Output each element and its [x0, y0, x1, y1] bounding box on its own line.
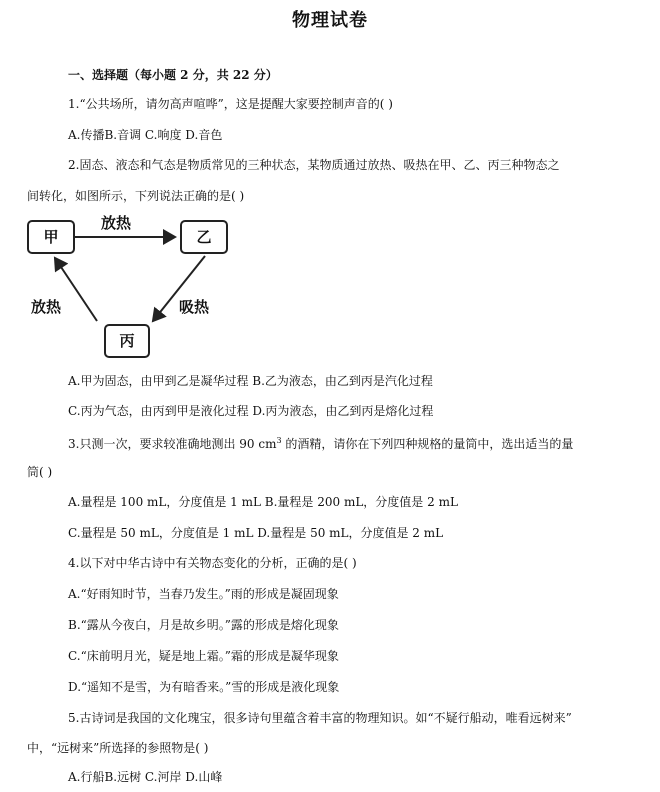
- q4-option-a: A.“好雨知时节，当春乃发生。”雨的形成是凝固现象: [68, 587, 339, 601]
- q3-options-line2: C.量程是 50 mL，分度值是 1 mL D.量程是 50 mL，分度值是 2 mL: [68, 526, 444, 540]
- q3-stem-line2: 筒( ): [27, 465, 53, 479]
- q4-stem: 4.以下对中华古诗中有关物态变化的分析，正确的是( ): [68, 556, 357, 570]
- q3-stem-line1: [68, 434, 573, 451]
- q2-stem-line2: 间转化，如图所示，下列说法正确的是( ): [27, 189, 245, 203]
- q4-option-c: C.“床前明月光，疑是地上霜。”霜的形成是凝华现象: [68, 649, 339, 663]
- label-release-heat-left: 放热: [31, 298, 62, 316]
- q5-stem-line1: 5.古诗词是我国的文化瑰宝，很多诗句里蕴含着丰富的物理知识。如“不疑行船动，唯看远树来”: [68, 711, 572, 725]
- q4-option-b: B.“露从今夜白，月是故乡明。”露的形成是熔化现象: [68, 618, 339, 632]
- q3-stem-superscript: 3: [276, 436, 282, 445]
- state-box-bing: 丙: [104, 324, 150, 358]
- state-box-jia: 甲: [27, 220, 75, 254]
- q1-options: A.传播B.音调 C.响度 D.音色: [68, 128, 223, 142]
- state-change-diagram: [25, 208, 235, 363]
- state-box-yi: 乙: [180, 220, 228, 254]
- q2-options-line2: C.丙为气态，由丙到甲是液化过程 D.丙为液态，由乙到丙是熔化过程: [68, 404, 434, 418]
- q5-stem-line2: 中，“远树来”所选择的参照物是( ): [27, 741, 209, 755]
- arrow-bing-to-jia: [55, 258, 97, 321]
- q3-stem-part2: 的酒精，请你在下列四种规格的量筒中，选出适当的量: [281, 437, 574, 451]
- section-heading: 一、选择题（每小题 2 分，共 22 分）: [68, 68, 278, 82]
- q1-stem: 1.“公共场所，请勿高声喧哗”，这是提醒大家要控制声音的( ): [68, 97, 393, 111]
- q2-stem-line1: 2.固态、液态和气态是物质常见的三种状态，某物质通过放热、吸热在甲、乙、丙三种物态之: [68, 158, 560, 172]
- q5-options: A.行船B.远树 C.河岸 D.山峰: [68, 770, 223, 784]
- label-release-heat-top: 放热: [101, 214, 132, 232]
- q3-stem-part1: 3.只测一次，要求较准确地测出 90 cm: [68, 437, 277, 451]
- q2-options-line1: A.甲为固态，由甲到乙是凝华过程 B.乙为液态，由乙到丙是汽化过程: [68, 374, 433, 388]
- q4-option-d: D.“遥知不是雪，为有暗香来。”雪的形成是液化现象: [68, 680, 340, 694]
- label-absorb-heat-right: 吸热: [179, 298, 210, 316]
- page-title: 物理试卷: [292, 10, 368, 31]
- q3-options-line1: A.量程是 100 mL，分度值是 1 mL B.量程是 200 mL，分度值是 2 mL: [68, 495, 458, 509]
